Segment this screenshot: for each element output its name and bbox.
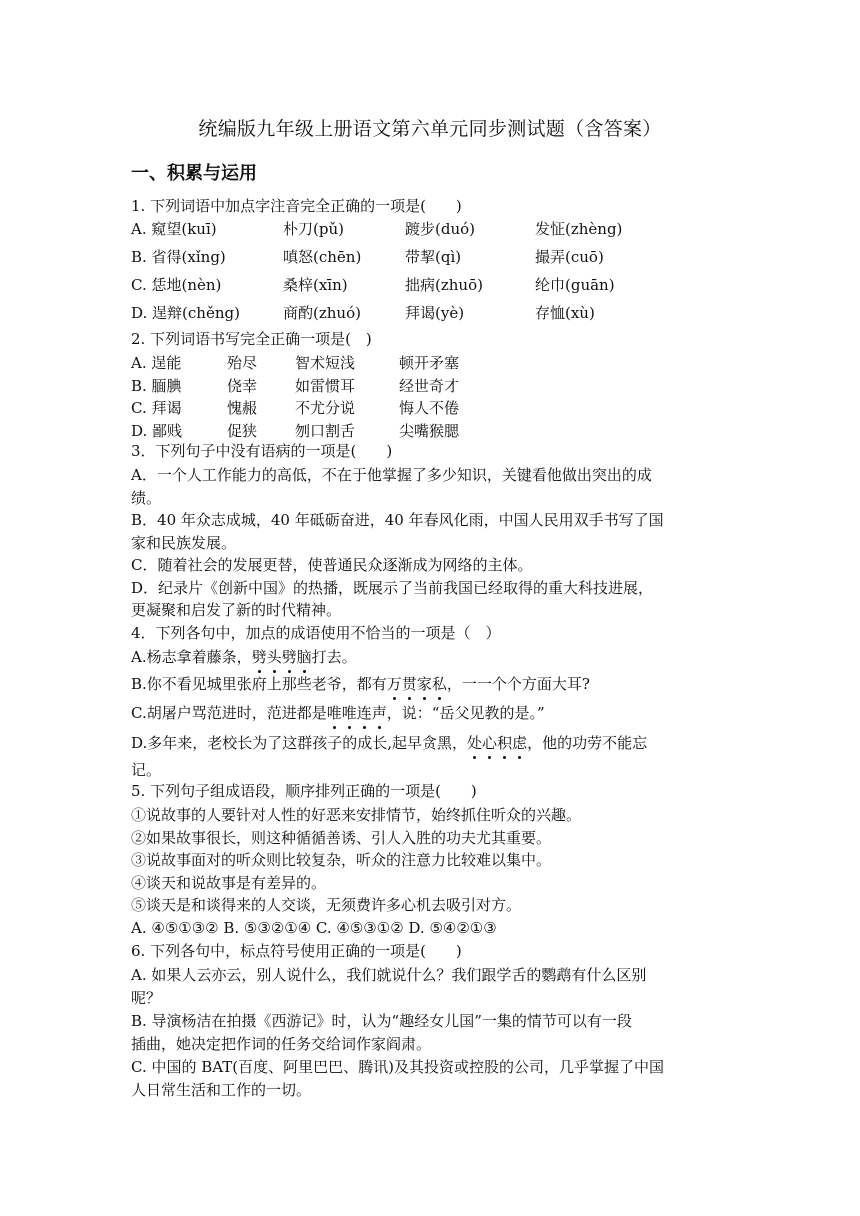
emphasis-dot bbox=[438, 697, 441, 700]
text-line: 家和民族发展。 bbox=[131, 533, 237, 552]
emphasis-char: 声 bbox=[372, 704, 387, 722]
text-line: 呢？ bbox=[131, 989, 162, 1007]
text-line: ②如果故事很长，则这种循循善诱、引人入胜的功夫尤其重要。 bbox=[131, 828, 552, 847]
option-cell: 发怔(zhèng) bbox=[535, 220, 623, 238]
text-line: 插曲，她决定把作词的任务交给词作家阎肃。 bbox=[131, 1035, 432, 1053]
option-cell: 桑梓(xīn) bbox=[283, 276, 348, 294]
option-cell: 纶巾(guān) bbox=[535, 276, 615, 294]
emphasis-dot bbox=[363, 726, 366, 729]
emphasis-dot bbox=[473, 756, 476, 759]
option-cell: 撮弄(cuō) bbox=[535, 248, 604, 266]
option-cell: B. 腼腆 bbox=[131, 376, 182, 395]
text-line: A. 如果人云亦云，别人说什么，我们就说什么？我们跟学舌的鹦鹉有什么区别 bbox=[131, 966, 647, 984]
option-cell: D. 鄙贱 bbox=[131, 421, 183, 440]
option-cell: 促狭 bbox=[227, 421, 258, 440]
emphasis-dot bbox=[258, 670, 261, 673]
text-line: B．40 年众志成城，40 年砥砺奋进，40 年春风化雨，中国人民用双手书写了国 bbox=[131, 511, 664, 529]
question-1-stem: 1. 下列词语中加点字注音完全正确的一项是( ) bbox=[131, 197, 462, 215]
option-text: A.杨志拿着藤条， bbox=[131, 648, 252, 666]
option-cell: 智术短浅 bbox=[295, 354, 356, 372]
dotted-idiom bbox=[252, 648, 312, 666]
option-cell: 愧赧 bbox=[227, 399, 258, 417]
emphasis-char: 脑 bbox=[297, 648, 312, 666]
option-cell: 经世奇才 bbox=[399, 376, 460, 395]
emphasis-char: 虑 bbox=[512, 734, 527, 752]
emphasis-dot bbox=[348, 726, 351, 729]
option-cell: 朴刀(pǔ) bbox=[283, 220, 344, 238]
option-cell: 不尤分说 bbox=[295, 399, 356, 417]
emphasis-char: 唯 bbox=[342, 704, 357, 722]
emphasis-dot bbox=[518, 756, 521, 759]
option-cell: B. 省得(xǐng) bbox=[131, 248, 226, 266]
option-cell: 带挈(qì) bbox=[405, 248, 462, 266]
option-text: D.多年来，老校长为了这群孩子的成长,起早贪黑， bbox=[131, 734, 468, 752]
text-line: B. 导演杨洁在拍摄《西游记》时，认为“趣经女儿国”一集的情节可以有一段 bbox=[131, 1012, 632, 1030]
option-cell: 悔人不倦 bbox=[399, 399, 460, 417]
dotted-idiom bbox=[467, 734, 527, 752]
emphasis-char: 唯 bbox=[327, 704, 342, 722]
emphasis-char: 头 bbox=[267, 648, 282, 666]
text-line: ③说故事面对的听众则比较复杂，听众的注意力比较难以集中。 bbox=[131, 851, 552, 869]
emphasis-dot bbox=[378, 726, 381, 729]
option-text: C.胡屠户骂范进时，范进都是 bbox=[131, 704, 327, 722]
text-line: 人日常生活和工作的一切。 bbox=[131, 1081, 312, 1099]
text-line: ⑤谈天是和谈得来的人交谈，无须费许多心机去吸引对方。 bbox=[131, 896, 522, 914]
text-line: ④谈天和说故事是有差异的。 bbox=[131, 873, 327, 892]
question-4-option-b bbox=[131, 674, 590, 694]
option-cell: 存恤(xù) bbox=[535, 304, 595, 322]
option-text: ，一一个个方面大耳? bbox=[446, 675, 590, 693]
question-4-option-c bbox=[131, 703, 545, 723]
option-cell: 顿开矛塞 bbox=[399, 354, 460, 372]
option-cell: 商酌(zhuó) bbox=[283, 304, 361, 322]
document-title: 统编版九年级上册语文第六单元同步测试题（含答案） bbox=[198, 118, 662, 140]
option-cell: 拜谒(yè) bbox=[405, 304, 465, 322]
emphasis-dot bbox=[333, 726, 336, 729]
question-5-stem: 5. 下列句子组成语段，顺序排列正确的一项是( ) bbox=[131, 782, 477, 800]
question-3-stem: 3．下列句子中没有语病的一项是( ) bbox=[131, 442, 393, 460]
text-line: 绩。 bbox=[131, 488, 162, 507]
option-cell: 殆尽 bbox=[227, 354, 258, 372]
text-line: A．一个人工作能力的高低，不在于他掌握了多少知识，关键看他做出突出的成 bbox=[131, 466, 652, 484]
text-line: C. 中国的 BAT(百度、阿里巴巴、腾讯)及其投资或控股的公司，几乎掌握了中国 bbox=[131, 1058, 664, 1076]
emphasis-dot bbox=[408, 697, 411, 700]
question-2-stem: 2. 下列词语书写完全正确一项是( ) bbox=[131, 330, 372, 348]
emphasis-char: 劈 bbox=[252, 648, 267, 666]
option-cell: C. 拜谒 bbox=[131, 399, 182, 417]
dotted-idiom bbox=[327, 704, 387, 722]
dotted-idiom bbox=[387, 675, 447, 693]
text-line: D．纪录片《创新中国》的热播，既展示了当前我国已经取得的重大科技进展， bbox=[131, 578, 654, 597]
emphasis-char: 万 bbox=[387, 675, 402, 693]
option-cell: 嗔怒(chēn) bbox=[283, 248, 362, 266]
option-text: ，说：“岳父见教的是。” bbox=[386, 704, 545, 722]
option-cell: D. 逞辩(chěng) bbox=[131, 304, 240, 322]
option-cell: 如雷惯耳 bbox=[295, 376, 356, 395]
emphasis-dot bbox=[488, 756, 491, 759]
question-6-stem: 6. 下列各句中，标点符号使用正确的一项是( ) bbox=[131, 942, 462, 960]
emphasis-char: 劈 bbox=[282, 648, 297, 666]
emphasis-dot bbox=[503, 756, 506, 759]
text-line: C．随着社会的发展更替，使普通民众逐渐成为网络的主体。 bbox=[131, 556, 533, 574]
emphasis-char: 积 bbox=[497, 734, 512, 752]
option-cell: A. 窥望(kuī) bbox=[131, 220, 217, 238]
option-cell: 踱步(duó) bbox=[405, 220, 475, 238]
text-line: ①说故事的人要针对人性的好恶来安排情节，始终抓住听众的兴趣。 bbox=[131, 806, 582, 824]
option-cell: 拙病(zhuō) bbox=[405, 276, 483, 294]
emphasis-dot bbox=[303, 670, 306, 673]
question-4-option-a bbox=[131, 647, 357, 667]
option-cell: 尖嘴猴腮 bbox=[399, 421, 460, 440]
section-heading: 一、积累与运用 bbox=[131, 163, 257, 184]
emphasis-char: 家 bbox=[417, 675, 432, 693]
option-cell: C. 恁地(nèn) bbox=[131, 276, 222, 294]
emphasis-dot bbox=[288, 670, 291, 673]
emphasis-dot bbox=[273, 670, 276, 673]
emphasis-char: 处 bbox=[467, 734, 482, 752]
emphasis-char: 私 bbox=[432, 675, 447, 693]
emphasis-dot bbox=[423, 697, 426, 700]
text-line: A. ④⑤①③② B. ⑤③②①④ C. ④⑤③①② D. ⑤④②①③ bbox=[131, 918, 497, 937]
question-4-stem: 4．下列各句中，加点的成语使用不恰当的一项是（ ） bbox=[131, 624, 501, 642]
question-4-option-d-cont: 记。 bbox=[131, 761, 162, 779]
option-cell: 侥幸 bbox=[227, 376, 258, 395]
text-line: 更凝聚和启发了新的时代精神。 bbox=[131, 601, 342, 619]
emphasis-char: 连 bbox=[357, 704, 372, 722]
option-text: B.你不看见城里张府上那些老爷，都有 bbox=[131, 675, 387, 693]
emphasis-char: 心 bbox=[482, 734, 497, 752]
option-cell: 刎口割舌 bbox=[295, 421, 356, 440]
emphasis-char: 贯 bbox=[402, 675, 417, 693]
option-cell: A. 逞能 bbox=[131, 354, 182, 372]
option-text: 打去。 bbox=[311, 648, 357, 666]
emphasis-dot bbox=[393, 697, 396, 700]
option-text: ，他的功劳不能忘 bbox=[527, 734, 648, 752]
question-4-option-d bbox=[131, 733, 647, 753]
